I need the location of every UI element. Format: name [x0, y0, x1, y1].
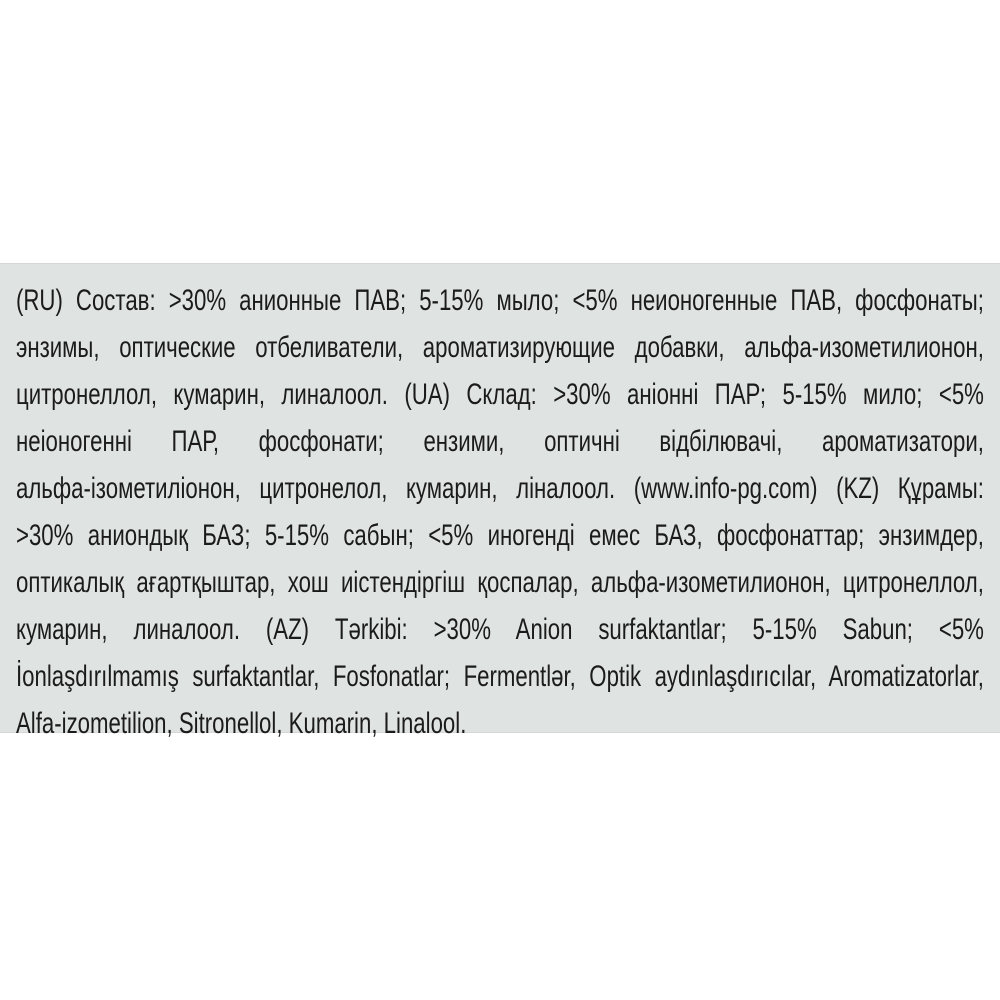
composition-line-1: (RU) Состав: >30% анионные ПАВ; 5-15% мыло; <5% неионогенные ПАВ, фосфонаты;	[16, 284, 984, 317]
composition-line-9: İonlaşdırılmamış surfaktantlar, Fosfonatlar; Fermentlər, Optik aydınlaşdırıcılar, Aromatizatorlar,	[16, 660, 984, 693]
ingredients-label-panel	[0, 263, 1000, 740]
composition-line-3: цитронеллол, кумарин, линалоол. (UA) Склад: >30% аніонні ПАР; 5-15% мило; <5%	[16, 378, 984, 411]
composition-line-5: альфа-ізометиліонон, цитронелол, кумарин, ліналоол. (www.info-pg.com) (KZ) Құрамы:	[16, 472, 984, 505]
composition-line-2: энзимы, оптические отбеливатели, ароматизирующие добавки, альфа-изометилионон,	[16, 331, 984, 364]
composition-line-7: оптикалық ағартқыштар, хош иістендіргіш қоспалар, альфа-изометилионон, цитронеллол,	[16, 566, 984, 599]
composition-line-4: неіоногенні ПАР, фосфонати; ензими, оптичні відбілювачі, ароматизатори,	[16, 425, 984, 458]
composition-line-6: >30% аниондық БАЗ; 5-15% сабын; <5% иногенді емес БАЗ, фосфонаттар; энзимдер,	[16, 519, 984, 552]
composition-line-10: Alfa-izometilion, Sitronellol, Kumarin, Linalool.	[16, 707, 467, 740]
composition-line-8: кумарин, линалоол. (AZ) Tərkibi: >30% Anion surfaktantlar; 5-15% Sabun; <5%	[16, 613, 984, 646]
